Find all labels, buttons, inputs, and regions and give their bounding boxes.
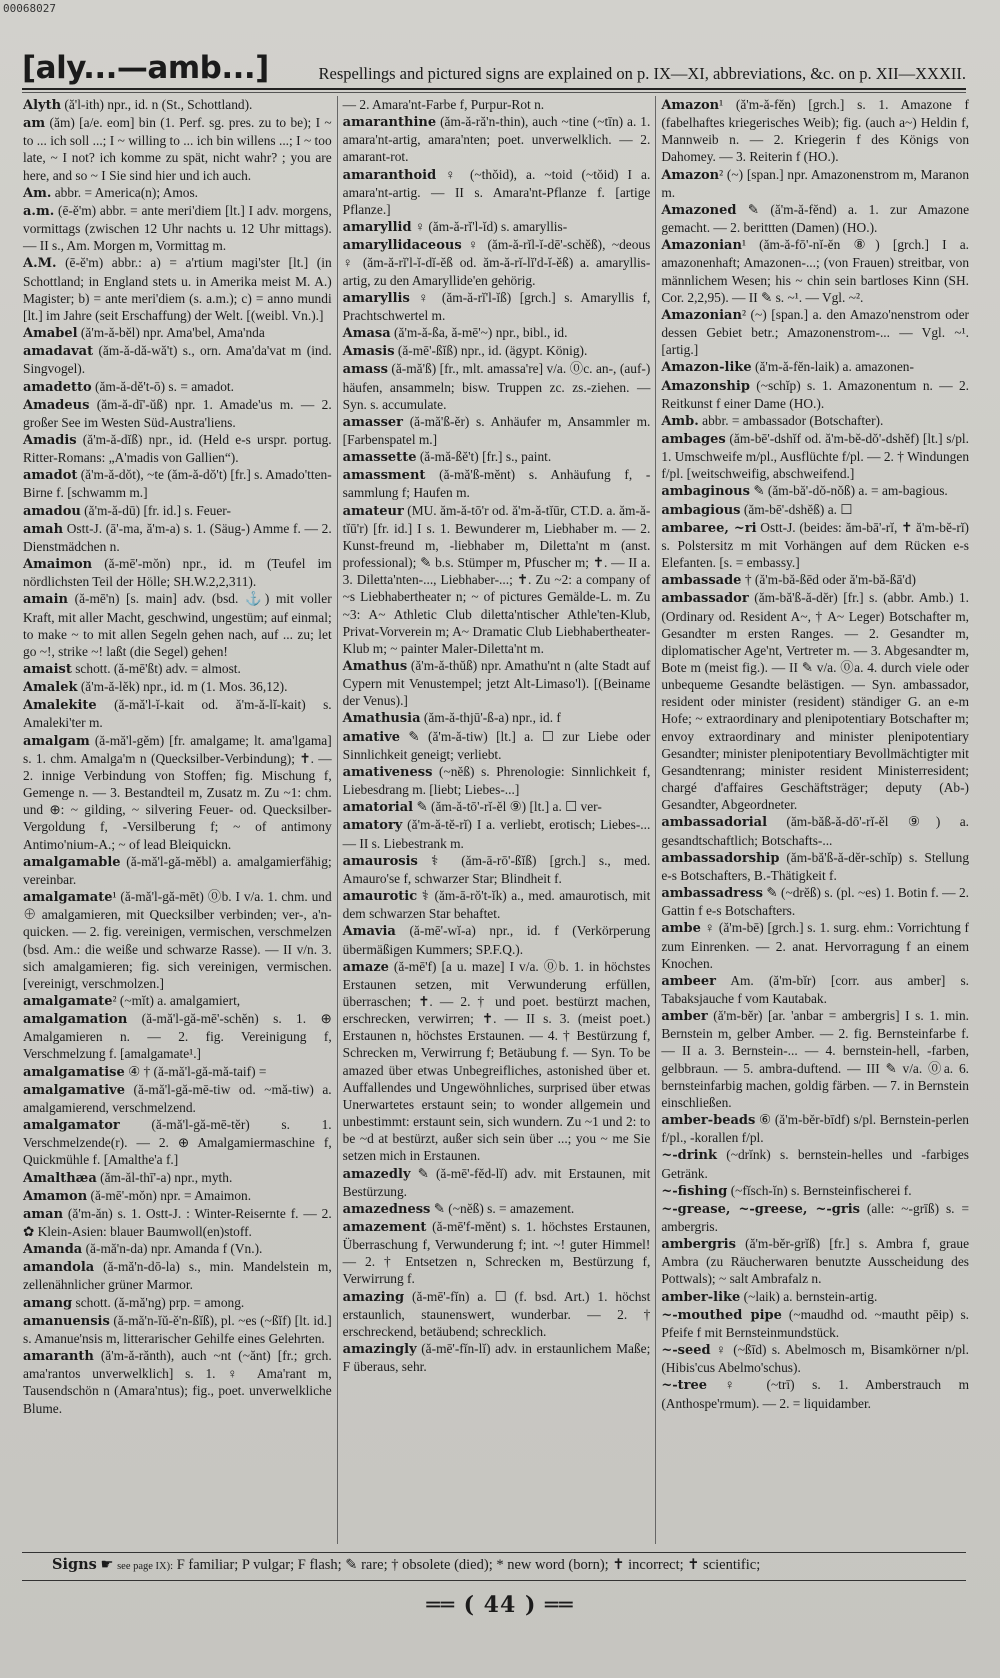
dictionary-entry — [343, 502, 651, 657]
entry-headword: amalgamate — [23, 993, 113, 1009]
entry-headword: Amazon — [661, 167, 720, 183]
dictionary-entry — [23, 254, 332, 324]
entry-definition: (ă'm-ă-lĕk) npr., id. m (1. Mos. 36,12). — [77, 679, 288, 695]
entry-definition: (ă-mē'-fĭn-lĭ) adv. in erstaunlichem Maße; F überaus, sehr. — [342, 1341, 651, 1375]
dictionary-entry — [661, 412, 969, 430]
entry-definition: ✎ (ăm-ă-tō'-rĭ-ĕl ⑨) [lt.] a. ☐ ver- — [413, 799, 602, 815]
dictionary-entry — [343, 413, 651, 448]
dictionary-entry — [343, 218, 651, 236]
entry-definition: (ă-mă'l-ĭ-kait od. ă'm-ă-lĭ-kait) s. Amaleki'ter m. — [23, 697, 332, 731]
entry-headword: ~-tree — [661, 1378, 708, 1394]
entry-definition: ² (~mĭt) a. amalgamiert, — [112, 992, 241, 1008]
entry-headword: amazedness — [342, 1201, 431, 1217]
dictionary-entry — [661, 236, 969, 306]
entry-definition: (ă'm-ă-rănth), auch ~nt (~ănt) [fr.; grch. ama'rantos unverwelklich] s. 1. ♀ Ama'rant m, Tausendschön n (Amara'ntus); fig., poet. unverwelkliche Blume. — [23, 1348, 332, 1416]
column-left — [18, 96, 337, 1544]
entry-headword: A.M. — [23, 256, 57, 272]
entry-headword: amandola — [23, 1260, 95, 1276]
entry-headword: ambassade — [661, 573, 742, 589]
dictionary-entry — [343, 324, 651, 342]
entry-definition: (ă-mă'l-gă-mē-tĕr) s. 1. Verschmelzende(r). — 2. ⊕ Amalgamiermaschine f, Quickmühle f. [Amalthe'a f.] — [23, 1117, 332, 1168]
dictionary-entry — [23, 431, 332, 466]
dictionary-entry — [23, 396, 332, 431]
entry-headword: ambe — [661, 921, 701, 937]
entry-headword: Amalekite — [23, 698, 97, 714]
entry-definition: (ă'm-bĕr-grĭß) [fr.] s. Ambra f, graue Ambra (zu Räucherwaren benutzte Ausscheidung des Pottwals); ~ salt Ambrafalz n. — [661, 1236, 970, 1287]
dictionary-columns — [18, 96, 974, 1544]
entry-headword: amah — [23, 521, 64, 537]
entry-headword: ambaree, ~ri — [661, 520, 757, 536]
entry-definition: † (ă'm-bă-ßēd oder ă'm-bă-ßā'd) — [741, 572, 917, 588]
entry-definition: (ă-mă'ß-ĕr) s. Anhäufer m, Ansammler m. [Farbenspatel m.] — [342, 413, 651, 447]
dictionary-entry — [23, 853, 332, 888]
entry-definition: (ăm-bă'ß-ă-dĕr-schĭp) s. Stellung e-s Botschafters, B.-Thätigkeit f. — [661, 849, 970, 883]
dictionary-entry — [343, 1288, 651, 1340]
entry-headword: amadou — [23, 503, 81, 519]
dictionary-entry — [23, 696, 332, 731]
dictionary-entry — [23, 1240, 332, 1258]
entry-definition: (ă'm-ă-bĕl) npr. Ama'bel, Ama'nda — [77, 325, 265, 341]
dictionary-entry — [343, 816, 651, 851]
entry-definition: schott. (ă-mă'ng) prp. = among. — [72, 1294, 245, 1310]
entry-definition: ♀ (~trī) s. 1. Amberstrauch m (Anthospe'rmum). — 2. = liquidamber. — [661, 1377, 970, 1411]
entry-headword: amalgamator — [23, 1118, 120, 1134]
dictionary-entry — [23, 555, 332, 590]
dictionary-entry — [661, 1146, 969, 1181]
entry-definition: — 2. Amara'nt-Farbe f, Purpur-Rot n. — [342, 97, 545, 112]
entry-headword: amalgamation — [23, 1012, 128, 1028]
running-header — [22, 48, 966, 90]
entry-definition: (~laik) a. bernstein-artig. — [740, 1288, 878, 1304]
entry-headword: amalgamate — [23, 890, 113, 906]
entry-headword: amber-like — [661, 1289, 741, 1305]
dictionary-entry — [661, 166, 969, 201]
entry-definition: abbr. = America(n); Amos. — [51, 184, 199, 200]
entry-headword: Amathusia — [342, 711, 421, 727]
dictionary-entry — [23, 1063, 332, 1081]
entry-definition: (ă-mă'l-gĕm) [fr. amalgame; lt. ama'lgama] s. 1. chm. Amalga'm n (Quecksilber-Verbindung); ✝. — 2. innige Verbindung von Stoffen; fig. Mischung f, Gemenge n. — 3. Bestandteil m, Zusatz m. Zu ~1: chm. und ⊕: ~ gilding, ~ silvering Feuer- od. Quecksilber-Vergoldung f, -Versilberung f; ~ of antimony Antimo'nium-A.; ~ of lead Bleiquickn. — [23, 732, 332, 852]
entry-headword: Amasis — [342, 344, 395, 360]
entry-definition: abbr. = ambassador (Botschafter). — [698, 412, 884, 428]
entry-definition: (ă'm-ă-tĕ-rĭ) I a. verliebt, erotisch; Liebes-... — II s. Liebestrank m. — [342, 817, 651, 851]
dictionary-entry — [661, 1111, 969, 1146]
footer-rule — [22, 1552, 966, 1553]
entry-definition: (ă-mē'-fĭn) a. ☐ (f. bsd. Art.) 1. höchst erstaunlich, staunenswert, wunderbar. — 2. † erschreckend, betäubend; schrecklich. — [342, 1288, 651, 1339]
entry-headword: ~-fishing — [661, 1183, 728, 1199]
dictionary-entry — [23, 1010, 332, 1062]
entry-headword: amain — [23, 592, 68, 608]
entry-definition: (ă-mă-ßĕ't) [fr.] s., paint. — [416, 449, 552, 465]
entry-headword: Amazon-like — [661, 360, 752, 376]
entry-definition: ✎ (ă'm-ă-fĕnd) a. 1. zur Amazone gemacht. — 2. berittten (Damen) (HO.). — [661, 201, 970, 236]
dictionary-entry — [661, 519, 969, 571]
legend-ref: see page IX): — [117, 1561, 174, 1572]
entry-headword: a.m. — [23, 203, 55, 219]
dictionary-entry — [661, 589, 969, 813]
dictionary-entry — [23, 1081, 332, 1116]
entry-headword: amatorial — [342, 800, 414, 816]
entry-definition: (ă-mă'l-gă-mĕbl) a. amalgamierfähig; vereinbar. — [23, 853, 332, 887]
entry-definition: (ăm-băß-ă-dō'-rĭ-ĕl ⑨) a. gesandtschaftlich; Botschafts-... — [661, 814, 970, 848]
entry-headword: amaurotic — [342, 889, 418, 905]
dictionary-entry — [343, 96, 651, 113]
entry-headword: ambages — [661, 431, 726, 447]
entry-definition: (ă'm-ă-fĕn-laik) a. amazonen- — [751, 359, 914, 375]
entry-definition: ✎ (~drĕß) s. (pl. ~es) 1. Botin f. — 2. Gattin f e-s Botschafters. — [661, 885, 970, 919]
entry-headword: Amazonship — [661, 378, 750, 394]
entry-definition: (ă'm-ă-dŏt), ~te (ăm-ă-dŏ't) [fr.] s. Amado'tten-Birne f. [schwamm m.] — [23, 467, 332, 501]
dictionary-entry — [343, 922, 651, 957]
dictionary-entry — [343, 1340, 651, 1375]
entry-definition: (ăm-ă-thjū'-ß-a) npr., id. f — [420, 710, 561, 726]
entry-definition: (ă'm-ă-dĭß) npr., id. (Held e-s urspr. portug. Ritter-Romans: „A'madis von Gallien“). — [23, 431, 332, 466]
dictionary-entry — [661, 482, 969, 500]
dictionary-entry — [23, 888, 332, 992]
dictionary-entry — [343, 852, 651, 887]
entry-definition: ♀ (ăm-ă-rĭ'l-ĭd) s. amaryllis- — [411, 219, 568, 235]
entry-definition: (~drĭnk) s. bernstein-helles und -farbiges Getränk. — [661, 1147, 970, 1181]
entry-definition: (ă-mē'-mŏn) npr. = Amaimon. — [87, 1187, 252, 1203]
dictionary-entry — [23, 678, 332, 696]
entry-headword: amanuensis — [23, 1313, 110, 1329]
entry-headword: Amazonian — [661, 307, 742, 323]
pointing-hand-icon: ☛ — [100, 1557, 118, 1573]
entry-definition: (ăm-ă-dă-wă't) s., orn. Ama'da'vat m (ind. Singvogel). — [23, 343, 332, 377]
entry-definition: ✎ (ă'm-ă-tiw) [lt.] a. ☐ zur Liebe oder Sinnlichkeit geneigt; verliebt. — [342, 728, 651, 762]
entry-definition: (ă-mē'-mŏn) npr., id. m (Teufel im nördlichsten Teil der Hölle; SH.W.2,2,311). — [23, 556, 332, 590]
entry-definition: (ă'm-bĕr) [ar. 'anbar = ambergris] I s. 1. min. Bernstein m, gelber Amber. — 2. fig. Bernsteinfarbe f. — II a. 3. Bernstein-... — 4. bernstein-hell, -farben, gelbbraun. — 5. ambra-duftend. — III ✎ v/a. ⓪a. 6. bernsteinfarbig machen, goldig färben. — 7. in Bernstein einschließen. — [661, 1008, 970, 1110]
entry-definition: (~nĕß) s. Phrenologie: Sinnlichkeit f, Liebesdrang m. [liebt; Liebes-...] — [342, 763, 651, 798]
dictionary-entry — [661, 1007, 969, 1111]
entry-headword: Amasa — [342, 326, 391, 342]
entry-headword: amative — [342, 729, 401, 745]
entry-definition: (MU. ăm-ă-tō'r od. ă'm-ă-tĭūr, CT.D. a. ăm-ă-tĭū'r) [fr. id.] I s. 1. Bewunderer m, Liebhaber m. — 2. Kunst-freund m, -liebhaber m, Diletta'nt m (anst. professional); ✎ b.s. Stümper m, Pfuscher m; ✝. — II a. 3. Diletta'nten-..., Liebhaber-...; ✝. Zu ~2: a company of ~s Liebhabertheater n; ~ of pictures Gemälde-L. m. Zu ~3: A~ Athletic Club diletta'ntischer Athle'ten-Klub, Privat-Vorverein m; A~ Dramatic Club Liebhabertheater-Klub m; ~ painter Maler-Diletta'nt m. — [342, 502, 651, 656]
entry-headword: amalgam — [23, 733, 90, 749]
entry-headword: amativeness — [342, 764, 433, 780]
entry-headword: ambaginous — [661, 484, 750, 500]
entry-headword: ~-seed — [661, 1343, 711, 1359]
dictionary-entry — [343, 1200, 651, 1218]
footer-rule-bottom — [22, 1580, 966, 1581]
entry-definition: ♀ (ă'm-bē) [grch.] s. 1. surg. ehm.: Vorrichtung f zum Einrenken. — 2. anat. Hervorragung f an einem Knochen. — [661, 920, 970, 971]
entry-range: [aly...—amb...] — [22, 50, 269, 86]
entry-definition: ✎ (~nĕß) s. = amazement. — [430, 1200, 575, 1216]
entry-headword: ambassadress — [661, 886, 763, 902]
entry-headword: amaranthine — [342, 115, 437, 131]
entry-headword: Amaimon — [23, 557, 93, 573]
dictionary-entry — [343, 1218, 651, 1288]
entry-headword: Amathus — [342, 659, 408, 674]
dictionary-entry — [661, 1306, 969, 1341]
entry-headword: ~-drink — [661, 1148, 717, 1164]
entry-headword: Amabel — [23, 326, 78, 342]
dictionary-entry — [23, 660, 332, 678]
dictionary-entry — [23, 184, 332, 202]
entry-headword: ambassador — [661, 591, 749, 607]
entry-headword: Alyth — [23, 98, 62, 113]
dictionary-entry — [23, 1258, 332, 1293]
dictionary-entry — [661, 571, 969, 589]
dictionary-entry — [343, 342, 651, 360]
entry-headword: ambergris — [661, 1237, 736, 1253]
entry-definition: (ē-ĕ'm) abbr. = ante meri'diem [lt.] I adv. morgens, vormittags (zwischen 12 Uhr nachts u. 12 Uhr mittags). — II s., Am. Morgen m, Vormittag m. — [23, 202, 332, 254]
dictionary-entry — [661, 1341, 969, 1376]
entry-headword: Amamon — [23, 1188, 88, 1204]
dictionary-entry — [343, 113, 651, 165]
header-note: Respellings and pictured signs are explained on p. IX—XI, abbreviations, &c. on p. XII—XXXII. — [318, 64, 966, 83]
legend-items: F familiar; P vulgar; F flash; ✎ rare; † obsolete (died); * new word (born); ✝ incorrect; ✝ scientific; — [176, 1557, 761, 1573]
dictionary-entry — [23, 1187, 332, 1205]
entry-headword: aman — [23, 1206, 64, 1222]
dictionary-entry — [23, 96, 332, 114]
dictionary-entry — [23, 502, 332, 520]
entry-definition: (ă-mă'l-gă-mē-tiw od. ~mă-tiw) a. amalgamierend, verschmelzend. — [23, 1081, 332, 1115]
legend-label: Signs — [52, 1556, 97, 1573]
dictionary-entry — [661, 430, 969, 482]
dictionary-entry — [23, 342, 332, 377]
entry-headword: Amadeus — [23, 397, 90, 413]
entry-headword: amateur — [342, 503, 404, 519]
dictionary-entry — [23, 378, 332, 396]
dictionary-entry — [661, 1376, 969, 1411]
dictionary-entry — [661, 306, 969, 358]
page-number-ornament-right: ══ — [545, 1592, 574, 1618]
entry-definition: ♀ (ăm-ă-rĭl-ĭ-dē'-schĕß), ~deous ♀ (ăm-ă-rĭ'l-ĭ-dĭ-ĕß od. ăm-ă-rĭ-lĭ'd-ĭ-ĕß) a. amaryllis-artig, zu den Amaryllide'en gehörig. — [342, 237, 651, 288]
column-right — [655, 96, 974, 1544]
dictionary-entry — [661, 1182, 969, 1200]
dictionary-entry — [343, 1165, 651, 1200]
header-rule — [22, 92, 966, 93]
entry-definition: schott. (ă-mē'ßt) adv. = almost. — [71, 661, 241, 676]
page-number-ornament-left: ══ — [426, 1592, 464, 1618]
dictionary-entry — [343, 709, 651, 727]
entry-headword: amass — [342, 362, 388, 378]
dictionary-entry — [661, 884, 969, 919]
entry-definition: (~schĭp) s. 1. Amazonentum n. — 2. Reitkunst f einer Dame (HO.). — [661, 377, 970, 411]
dictionary-entry — [661, 813, 969, 848]
entry-definition: (alle: ~-grīß) s. = ambergris. — [661, 1200, 969, 1234]
entry-definition: (ăm-ă-ră'n-thin), auch ~tine (~tīn) a. 1. amara'nt-artig, amara'nten; poet. unverwelklich. — 2. amarant-rot. — [342, 114, 651, 165]
entry-headword: amadot — [23, 468, 78, 484]
entry-headword: Amanda — [23, 1242, 83, 1258]
entry-headword: Amazon — [661, 98, 720, 113]
entry-definition: ¹ (ă-mă'l-gă-mēt) ⓪b. I v/a. 1. chm. und ⊕ amalgamieren, mit Quecksilber verbinden; ver-, a'n-quicken. — 2. fig. vereinigen, vermischen, verschmelzen (bsd. Am.: die weiße und schwarze Rasse). — II v/n. 3. sich amalgamieren; fig. sich vereinigen, vermischen. [vereinigt, verschmolzen.] — [23, 889, 332, 991]
entry-definition: ² (~) [span.] a. den Amazo'nenstrom oder dessen Gebiet betr.; Amazonenstrom-... — Vgl. ~¹. [artig.] — [661, 306, 970, 358]
entry-headword: amasser — [342, 414, 404, 430]
dictionary-entry — [23, 1116, 332, 1168]
entry-headword: Amazonian — [661, 238, 742, 254]
dictionary-entry — [23, 202, 332, 254]
dictionary-entry — [661, 96, 969, 166]
dictionary-entry — [661, 972, 969, 1007]
dictionary-entry — [661, 1200, 969, 1235]
dictionary-entry — [343, 728, 651, 763]
dictionary-entry — [343, 657, 651, 709]
entry-headword: amazing — [342, 1289, 405, 1305]
entry-definition: (~fĭsch-ĭn) s. Bernsteinfischerei f. — [727, 1182, 912, 1198]
entry-headword: amalgamable — [23, 854, 121, 870]
entry-headword: amaranthoid — [342, 167, 437, 183]
dictionary-entry — [23, 732, 332, 853]
dictionary-entry — [661, 201, 969, 236]
entry-headword: am — [23, 116, 46, 132]
dictionary-entry — [343, 236, 651, 288]
entry-definition: (~maudhd od. ~mautht pēip) s. Pfeife f mit Bernsteinmundstück. — [661, 1306, 970, 1340]
entry-definition: (ă-mē'f) [a u. maze] I v/a. ⓪b. 1. in höchstes Erstaunen setzen, mit Verwunderung erfüllen, überraschen; ✝. — 2. † und poet. bestürzt machen, erschrecken, verwirren; ✝. — II s. 3. (meist poet.) Erstaunen n, höchstes Erstaunen. — 4. † Bestürzung f, Schrecken m, Verwirrung f; Betäubung f. — Syn. To be amazed über etwas Unbegreifliches, astonished über et. Auffallendes und Ungewöhnliches, surprised über etwas Unerwartetes erstaunt sein; to wonder allgemein und unbestimmt: erstaunt sein, sich wundern. Zu ~1 und 2: to be ~d at bestürzt, außer sich sein über ...; you ~ me Sie setzen mich in Erstaunen. — [342, 958, 651, 1164]
entry-headword: Amavia — [342, 924, 396, 940]
dictionary-entry — [343, 887, 651, 922]
entry-headword: Am. — [23, 185, 52, 201]
entry-definition: ⚕ (ăm-ā-rō'-ßĭß) [grch.] s., med. Amauro'se f, schwarzer Star; Blindheit f. — [342, 852, 651, 886]
entry-definition: ♀ (ăm-ă-rĭ'l-ĭß) [grch.] s. Amaryllis f, Prachtschwertel m. — [342, 289, 651, 323]
entry-headword: Amadis — [23, 432, 77, 448]
dictionary-entry — [343, 958, 651, 1165]
entry-definition: (ă'm-ă-dū) [fr. id.] s. Feuer- — [80, 502, 231, 518]
dictionary-entry — [343, 289, 651, 324]
entry-headword: amazedly — [342, 1166, 411, 1182]
entry-definition: (ă-mă'n-ĭŭ-ĕ'n-ßĭß), pl. ~es (~ßĭf) [lt. id.] s. Amanue'nsis m, litterarischer Gehilfe eines Gelehrten. — [23, 1312, 332, 1346]
entry-definition: ¹ (ă'm-ă-fĕn) [grch.] s. 1. Amazone f (fabelhaftes kriegerisches Weib); fig. (auch a~) Heldin f, Mannweib n. — 2. Kriegerin f des Königs von Dahomey. — 3. Reiterin f (HO.). — [661, 97, 970, 165]
entry-headword: ambeer — [661, 973, 717, 989]
entry-headword: amalgamatise — [23, 1064, 125, 1080]
entry-headword: amber — [661, 1009, 708, 1025]
entry-headword: Amazoned — [661, 202, 737, 218]
entry-headword: amassette — [342, 450, 417, 466]
dictionary-entry — [343, 166, 651, 218]
entry-headword: Amalthæa — [23, 1170, 97, 1186]
entry-definition: ✎ (ă-mē'-fĕd-lĭ) adv. mit Erstaunen, mit Bestürzung. — [342, 1165, 651, 1199]
entry-definition: Ostt-J. (beides: ăm-bā'-rĭ, ✝ ă'm-bĕ-rĭ) s. Polstersitz m mit Vorhängen auf dem Rücken e-s Elefanten. [s. = embassy.] — [661, 519, 970, 571]
entry-headword: amber-beads — [661, 1113, 756, 1129]
dictionary-entry — [23, 590, 332, 660]
entry-headword: amaranth — [23, 1349, 94, 1365]
entry-definition: (ē-ĕ'm) abbr.: a) = a'rtium magi'ster [lt.] (in Schottland; in England stets u. in Amerika meist M. A.) Magister; b) = ante meri'diem (s. a.m.); c) = anno mundi [lt.] im Jahre (seit Erschaffung) der Welt. [(weibl. Vn.).] — [23, 255, 332, 323]
dictionary-entry — [343, 763, 651, 798]
entry-definition: (ă-mă'l-gă-mē'-schĕn) s. 1. ⊕ Amalgamieren n. — 2. fig. Vereinigung f, Verschmelzung f. [amalgamate¹.] — [23, 1011, 332, 1062]
entry-definition: ♀ (~thŏid), a. ~toid (~tŏid) I a. amara'nt-artig. — II s. Amara'nt-Pflanze f. [artige Pflanze.] — [342, 166, 651, 217]
entry-definition: (ă-mē'f-mĕnt) s. 1. höchstes Erstaunen, Überraschung f, Verwunderung f; int. ~! guter Himmel! — 2. † Entsetzen n, Schrecken m, Bestürzung f, Verwirrung f. — [342, 1219, 651, 1287]
entry-headword: amadetto — [23, 379, 92, 395]
dictionary-entry — [23, 1169, 332, 1187]
entry-definition: (ăm-bă'ß-ă-dĕr) [fr.] s. (abbr. Amb.) 1. (Ordinary od. Resident A~, † A~ Leger) Botschafter m, Gesandter m ersten Ranges. — 2. Gesandter m, diplomatischer Age'nt, Vertreter m. — 3. Abgesandter m, Bote m (meist fig.). — II ✎ v/a. ⓪a. 4. durch viele oder unbequeme Gesandte belästigen. — Syn. ambassador, resident oder minister (resident) ständiger G. an e-m Hofe; ~ extraordinary and plenipotentiary Botschafter m; envoy extraordinary and minister plenipotentiary Gesandter; minister plenipotentiary Bevollmächtigter mit Gesandtenrang; minister resident Ministerresident; chargé d'affaires Geschäftsträger; deputy (Ab-) Gesandter, Abgeordneter. — [661, 590, 970, 813]
entry-definition: (ă'l-ith) npr., id. n (St., Schottland). — [61, 97, 253, 112]
entry-definition: Am. (ă'm-bĭr) [corr. aus amber] s. Tabaksjauche f vom Kautabak. — [661, 972, 970, 1006]
entry-definition: (ăm) [a/e. eom] bin (1. Perf. sg. pres. zu to be); I ~ to ... ich soll ...; I ~ willing to ... ich bin willens ...; I ~ too late, ~ I not? ich komme zu spät, nicht wahr? ; you are here, and so ~ I Sie sind hier und ich auch. — [23, 115, 332, 183]
page-number-text: ( 44 ) — [463, 1592, 537, 1618]
entry-definition: ♀ (~ßīd) s. Abelmosch m, Bisamkörner n/pl. (Hibis'cus Abelmo'schus). — [661, 1342, 970, 1376]
entry-definition: (ă-mă'ß) [fr., mlt. amassa're] v/a. ⓪c. an-, (auf-) häufen, ansammeln; bisw. Truppen zc. zs.-ziehen. — Syn. s. accumulate. — [342, 361, 651, 412]
entry-headword: amaist — [23, 662, 72, 677]
dictionary-entry — [661, 358, 969, 376]
entry-headword: amaryllid — [342, 220, 412, 236]
dictionary-entry — [23, 1294, 332, 1312]
entry-definition: ² (~) [span.] npr. Amazonenstrom m, Maranon m. — [661, 166, 970, 200]
entry-definition: (ă'm-ăn) s. 1. Ostt-J. : Winter-Reisernte f. — 2. ✿ Klein-Asien: blauer Baumwoll(en)stoff. — [23, 1205, 332, 1239]
entry-headword: ambagious — [661, 502, 741, 518]
entry-headword: amaze — [342, 959, 389, 975]
entry-headword: amaryllis — [342, 290, 410, 306]
dictionary-entry — [23, 520, 332, 555]
entry-headword: amaurosis — [342, 853, 418, 869]
entry-definition: (ă'm-ă-thŭß) npr. Amathu'nt n (alte Stadt auf Cypern mit Venustempel; jetzt Alt-Limaso'l). [(Beiname der Venus).] — [342, 658, 651, 709]
dictionary-entry — [661, 377, 969, 412]
dictionary-entry — [23, 1205, 332, 1240]
entry-headword: amalgamative — [23, 1082, 126, 1098]
entry-definition: (ă-mē'-ßĭß) npr., id. (ägypt. König). — [394, 343, 588, 359]
entry-definition: ⚕ (ăm-ā-rŏ't-ĭk) a., med. amaurotisch, mit dem schwarzen Star behaftet. — [342, 888, 651, 922]
entry-definition: ④ † (ă-mă'l-gă-mă-taif) = — [124, 1063, 267, 1079]
entry-definition: (ăm-ăl-thī'-a) npr., myth. — [96, 1169, 233, 1185]
entry-headword: amadavat — [23, 344, 94, 360]
dictionary-entry — [661, 849, 969, 884]
entry-headword: Amb. — [661, 413, 699, 429]
entry-definition: (ă-mă'ß-mĕnt) s. Anhäufung f, -sammlung f; Haufen m. — [342, 467, 651, 501]
dictionary-entry — [661, 1288, 969, 1306]
dictionary-entry — [343, 798, 651, 816]
dictionary-entry — [23, 114, 332, 184]
page-id: 00068027 — [3, 2, 56, 15]
entry-definition: (ă-mă'n-da) npr. Amanda f (Vn.). — [82, 1241, 263, 1257]
entry-definition: (ă-mē'-wĭ-a) npr., id. f (Verkörperung übermäßigen Kummers; SP.F.Q.). — [342, 923, 651, 957]
entry-headword: amaryllidaceous — [342, 238, 462, 254]
entry-definition: (ă-mă'n-dō-la) s., min. Mandelstein m, zellenähnlicher grüner Marmor. — [23, 1259, 332, 1293]
entry-definition: (ă-mē'n) [s. main] adv. (bsd. ⚓) mit voller Kraft, mit aller Macht, geschwind, ungestüm; auf einmal; to make ~ to mit allen Segeln gehen nach, auf ... zu; let go ~!, strike ~! laßt (die Segel) gehen! — [23, 591, 332, 659]
dictionary-entry — [661, 919, 969, 971]
dictionary-entry — [23, 466, 332, 501]
entry-headword: amassment — [342, 468, 426, 484]
dictionary-entry — [23, 992, 332, 1010]
entry-headword: ~-mouthed pipe — [661, 1307, 782, 1323]
entry-definition: (ăm-ă-dī'-ŭß) npr. 1. Amade'us m. — 2. großer See im Westen Süd-Austra'liens. — [23, 396, 332, 430]
entry-definition: (ăm-bē'-dshĭf od. ă'm-bĕ-dŏ'-dshĕf) [lt.] s/pl. 1. Umschweife m/pl., Ausflüchte f/pl. — 2. † Windungen f/pl. [weitschweifig, abschweifend.] — [661, 430, 970, 482]
dictionary-entry — [23, 1312, 332, 1347]
entry-headword: amazement — [342, 1220, 427, 1235]
entry-definition: (ăm-ă-dĕ't-ō) s. = amadot. — [91, 378, 234, 394]
entry-definition: ¹ (ăm-ă-fō'-nĭ-ĕn ⑧) [grch.] I a. amazonenhaft; Amazonen-...; (von Frauen) streitbar, von männlichem Wesen; his ~ chin sein bartloses Kinn (SH. Cor. 2,2,95). — II ✎ s. ~¹. — Vgl. ~². — [661, 237, 970, 305]
entry-headword: Amalek — [23, 680, 78, 696]
dictionary-entry — [23, 1347, 332, 1417]
entry-headword: ambassadorial — [661, 815, 768, 831]
page-number — [0, 1592, 1000, 1618]
entry-headword: amazingly — [342, 1342, 417, 1358]
entry-headword: ambassadorship — [661, 850, 780, 866]
dictionary-entry — [23, 324, 332, 342]
column-middle — [337, 96, 656, 1544]
entry-definition: ⑥ (ă'm-bĕr-bīdf) s/pl. Bernstein-perlen f/pl., -korallen f/pl. — [661, 1112, 970, 1146]
dictionary-entry — [661, 1235, 969, 1287]
signs-legend — [52, 1556, 966, 1576]
entry-definition: ✎ (ăm-bă'-dŏ-nŏß) a. = am-bagious. — [749, 483, 948, 499]
dictionary-entry — [343, 448, 651, 466]
dictionary-entry — [661, 501, 969, 519]
entry-headword: amatory — [342, 818, 403, 834]
entry-headword: amang — [23, 1295, 73, 1311]
dictionary-entry — [343, 466, 651, 501]
entry-definition: (ă'm-ă-ßa, ă-mē'~) npr., bibl., id. — [390, 325, 568, 341]
entry-definition: (ăm-bē'-dshĕß) a. ☐ — [740, 501, 853, 517]
entry-headword: ~-grease, ~-greese, ~-gris — [661, 1201, 860, 1217]
entry-definition: Ostt-J. (ā'-ma, ă'm-a) s. 1. (Säug-) Amme f. — 2. Dienstmädchen n. — [23, 520, 332, 554]
dictionary-entry — [343, 360, 651, 412]
